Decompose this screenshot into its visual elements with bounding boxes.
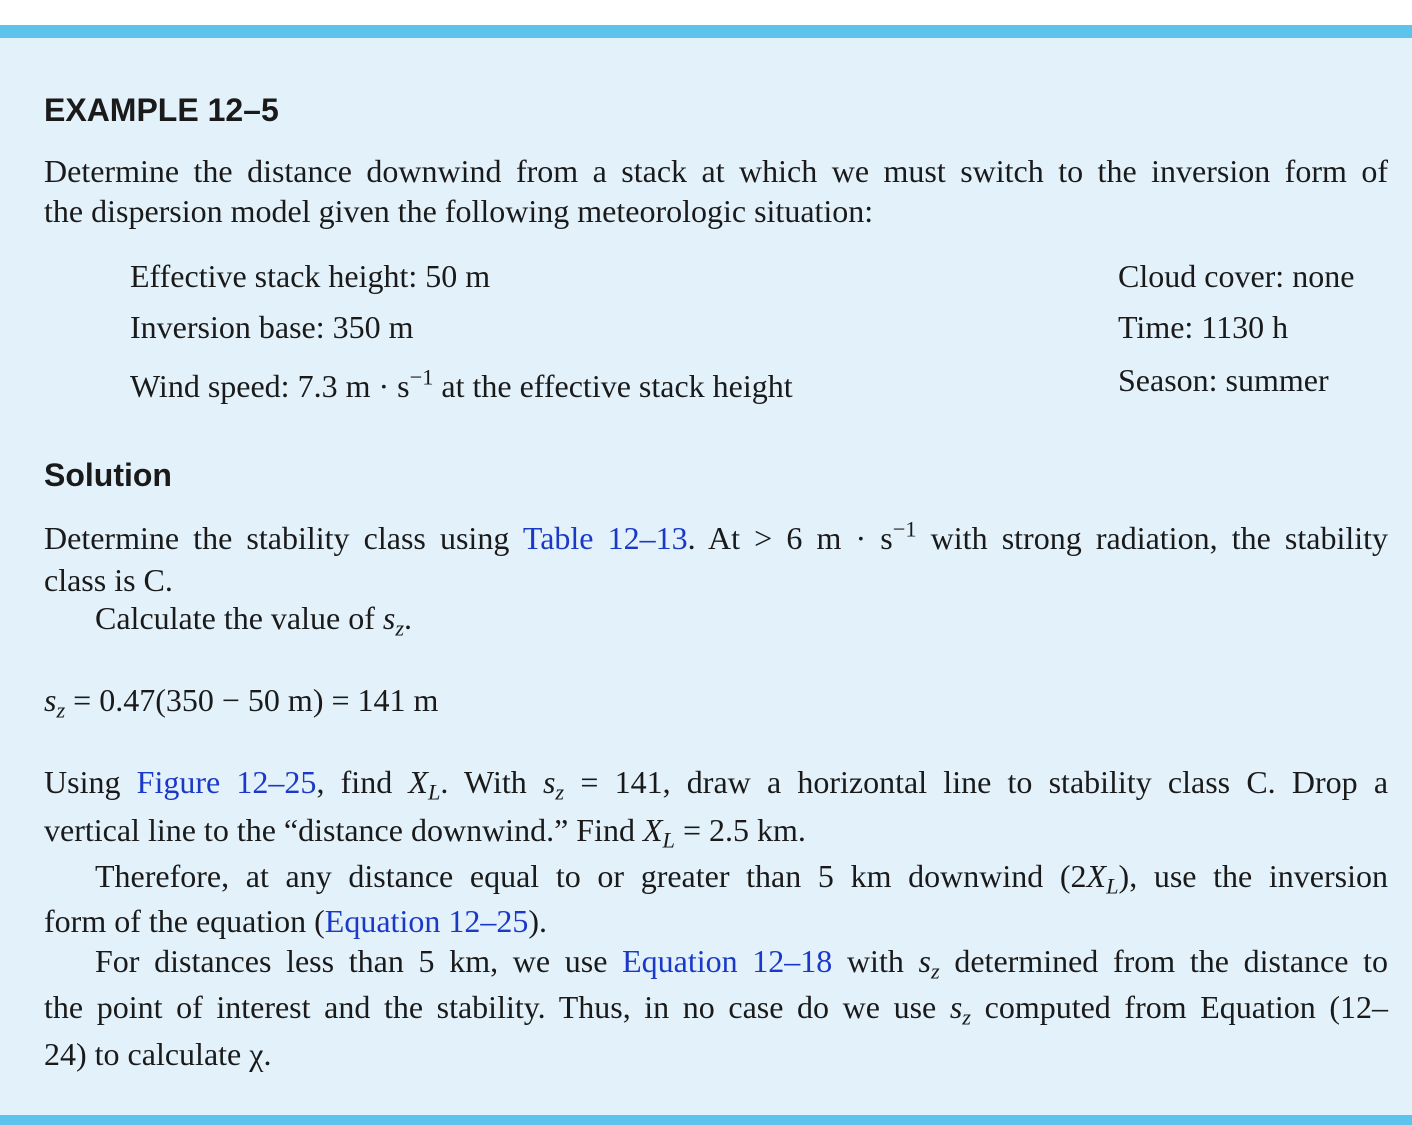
solution-p5-line2: the point of interest and the stability. Thus, in no case do we use $s_z$ computed from Equation (12– — [44, 989, 1389, 1030]
solution-p4-line1: Therefore, at any distance equal to or greater than 5 km downwind $(2X_L)$, use the inversion — [95, 858, 1389, 899]
equation-12-25-link[interactable]: Equation 12–25 — [324, 903, 529, 939]
table-12-13-link[interactable]: Table 12–13 — [522, 520, 688, 556]
example-heading: EXAMPLE 12–5 — [44, 92, 279, 128]
wind-speed: Wind speed: 7.3 $m \cdot s^{-1}$ at the effective stack height — [130, 364, 793, 404]
sigma-z-equation: $s_z = 0.47(350 - 50$ m) = 141 m — [44, 682, 439, 723]
solution-p1-line2: class is C. — [44, 562, 173, 598]
inversion-base: Inversion base: 350 m — [130, 309, 414, 345]
solution-p4-line2: form of the equation (Equation 12–25). — [44, 903, 547, 939]
solution-heading: Solution — [44, 457, 172, 493]
solution-p3-line2: vertical line to the “distance downwind.” Find $X_L = 2.5$ km. — [44, 812, 806, 853]
equation-12-18-link[interactable]: Equation 12–18 — [622, 943, 833, 979]
solution-p3-line1: Using Figure 12–25, find $X_L$. With $s_z = 141$, draw a horizontal line to stability class C. Drop a — [44, 764, 1389, 805]
solution-p1-line1: Determine the stability class using Table 12–13. At > 6 $m \cdot s^{-1}$ with strong radiation, the stability — [44, 516, 1389, 556]
cloud-cover: Cloud cover: none — [1118, 258, 1355, 294]
figure-12-25-link[interactable]: Figure 12–25 — [136, 764, 317, 800]
intro-line-2: the dispersion model given the following meteorologic situation: — [44, 193, 874, 229]
season: Season: summer — [1118, 362, 1329, 398]
solution-p5-line3: 24) to calculate χ. — [44, 1036, 272, 1072]
intro-line-1: Determine the distance downwind from a stack at which we must switch to the inversion form of — [44, 153, 1388, 189]
stack-height: Effective stack height: 50 m — [130, 258, 491, 294]
solution-p5-line1: For distances less than 5 km, we use Equation 12–18 with $s_z$ determined from the distance to — [95, 943, 1389, 984]
time: Time: 1130 h — [1118, 309, 1289, 345]
solution-p2: Calculate the value of $s_z$. — [95, 600, 413, 641]
